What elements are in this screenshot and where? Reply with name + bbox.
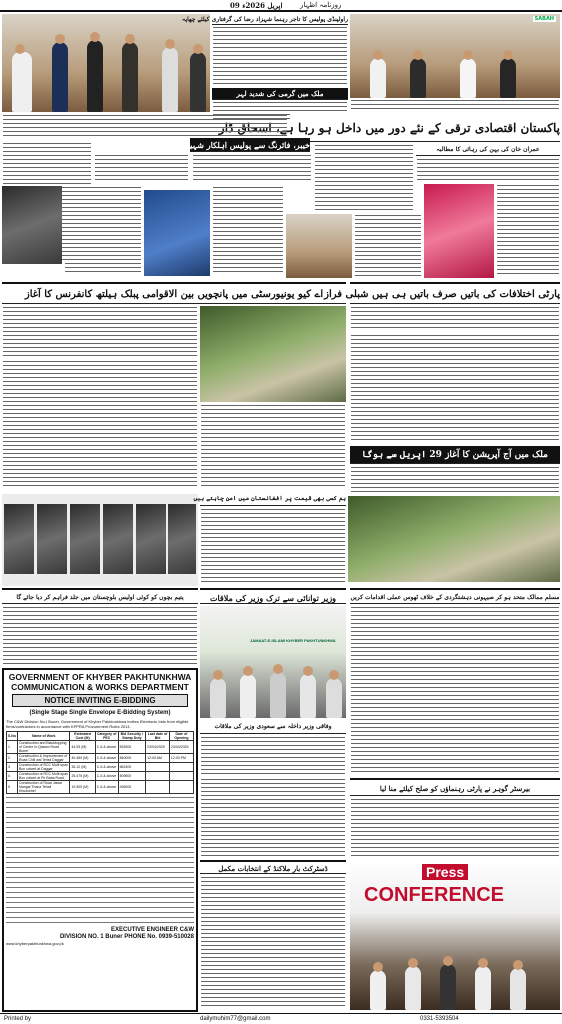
headline-h7: ملک میں آج آپریشن کا آغاز 29 اپریل سے ہوگا (350, 446, 560, 464)
tender-ad (2, 668, 198, 1012)
ad-table-row (7, 754, 194, 763)
footer-email: dailymuhim77@gmail.com (200, 1016, 271, 1022)
ad-table-cell: 662400 (118, 763, 146, 772)
ad-footer1: EXECUTIVE ENGINEER C&W (110, 927, 194, 933)
press-conference-photo (350, 860, 560, 1010)
headline-h14: ڈسٹرکٹ بار ملاکنڈ کے انتخابات مکمل (200, 860, 346, 874)
press-word: Press (422, 864, 468, 880)
article-body (350, 466, 560, 494)
ad-table-cell: Construction of Road Jawar Mangal Thana Tehsil Khudukhel (17, 781, 69, 794)
headline-h8: ہم کسی بھی قیمت پر افغانستان میں امن چاہتے ہیں (200, 492, 346, 506)
portrait-photo (2, 186, 62, 264)
article-body (200, 876, 346, 1010)
article-body (350, 334, 560, 444)
ad-table-cell: 5 (7, 781, 18, 794)
headline-h10: مسلم ممالک متحد ہو کر صیہونی دہشتگردی کے خلاف ٹھوس عملی اقدامات کریں (350, 588, 560, 604)
ad-table-cell: 19.500 (M) (70, 781, 95, 794)
ad-table-cell: 26.12 (M) (70, 763, 95, 772)
ad-table-cell: 532600 (118, 741, 146, 754)
masthead (0, 0, 562, 12)
headline-h6: اے کیو یونیورسٹی میں پانچویں بین الاقوامی پبلک ہیلتھ کانفرنس کا آغاز (2, 282, 346, 304)
ad-table-cell: 44.53 (M) (70, 741, 95, 754)
ad-table-row (7, 781, 194, 794)
top-left-photo (2, 14, 210, 112)
ad-footer2: DIVISION NO. 1 Buner PHONE No. 0939-510028 (59, 934, 194, 940)
headline-h12: وفاقی وزیر داخلہ سے سعودی وزیر کی ملاقات (200, 720, 346, 734)
article-body (416, 158, 560, 182)
ad-table-cell: C-6 & above (95, 754, 118, 763)
rally-photo (348, 496, 560, 582)
sabah-logo: SABAH (534, 16, 554, 22)
headline-h15: عمران خان کی بہن کی رہائی کا مطالبہ (416, 144, 560, 156)
footer-left: Printed by (4, 1016, 32, 1022)
ad-table-cell: Construction of RCC Multi span Box culvert at Daggar (18, 763, 69, 771)
ad-terms (6, 797, 194, 927)
article-body (2, 360, 198, 490)
article-body (2, 606, 198, 666)
article-body (350, 798, 560, 858)
ad-gov: GOVERNMENT OF KHYBER PAKHTUNKHWA (8, 672, 192, 682)
ad-table-header: Category of PEC (96, 732, 117, 740)
ad-table-header: Last date of Bid (146, 732, 170, 741)
headline-h3: پاکستان اقتصادی ترقی کے نئے دور میں داخل ہو رہا ہے، اسحاق ڈار (290, 114, 560, 142)
ad-table-cell: Construction of RCC Multi span Box culvert at Pir Baba Road (18, 772, 69, 780)
ad-table-cell: 23/04/2025 (169, 741, 193, 754)
headline-h9: وزیر توانائی سے ترک وزیر کی ملاقات (200, 588, 346, 604)
article-body (314, 144, 414, 214)
article-body (354, 214, 422, 278)
headline-h2: ملک میں گرمی کی شدید لہر (212, 88, 348, 100)
ad-table-row (7, 772, 194, 781)
ad-table-cell: 3 (7, 763, 18, 772)
press-word2: CONFERENCE (364, 884, 505, 906)
portrait-photo (424, 184, 494, 278)
ad-table-cell (169, 781, 193, 794)
ad-table-cell: 40.450 (M) (70, 754, 95, 763)
ad-table-cell: 12:30 PM (169, 754, 193, 763)
garden-photo (200, 306, 346, 402)
ad-table-cell: 436000 (118, 781, 146, 794)
ad-table-header: S.No (7, 732, 18, 741)
ad-table-header: Bid Security / Stamp Duty (118, 732, 146, 741)
ad-table-cell (146, 763, 170, 772)
article-body (2, 306, 198, 358)
ad-table-header: Estimated Cost (M) (70, 732, 95, 741)
ad-table-cell (169, 772, 193, 781)
ad-table-cell: 4 (7, 772, 18, 781)
ad-table-cell: Construction & Improvement of Road Chill wal Tehsil Daggar (17, 754, 69, 763)
ad-table-cell (146, 781, 170, 794)
article-body (200, 508, 346, 584)
ad-table-cell: Construction and Blacktopping of Centre to Qasam Road Buner (17, 741, 69, 754)
article-body (212, 186, 284, 276)
portrait-photo (286, 214, 352, 278)
party-banner: JAMAAT-E-ISLAMI KHYBER PAKHTUNKHWA (250, 638, 336, 643)
ad-table-header: Date of Opening (169, 732, 193, 741)
ad-table-cell (146, 772, 170, 781)
headline-h13: بیرسٹر گوہر نے پارٹی رہنماؤں کو صلح کیلئے منا لیا (350, 778, 560, 796)
headline-h11: یتیم بچوں کو کوئی اولیس بلوچستان میں جلد فراہم کر دیا جائے گا (2, 588, 198, 604)
article-body (64, 186, 142, 276)
ad-intro: The C&W Division No-I Buner, Government of Khyber Pakhtunkhwa invites Electronic bids from eligible firms/contractors in accordance with KPPRA Procurement Rules 2014. (6, 719, 189, 729)
article-body (350, 606, 560, 776)
ad-table-cell: 840000 (118, 754, 146, 763)
article-body (200, 736, 346, 776)
footer (0, 1013, 562, 1024)
article-body (350, 99, 560, 112)
ad-table-cell: C-6 & above (95, 772, 118, 781)
masthead-date: 09 اپریل 2026ء (230, 1, 283, 10)
ad-table-cell (169, 763, 193, 772)
article-body (496, 184, 560, 278)
article-body (200, 778, 346, 858)
ad-dept: COMMUNICATION & WORKS DEPARTMENT (11, 682, 189, 692)
officials-photo-strip (2, 494, 198, 586)
ad-table-cell: 25.475 (M) (70, 772, 95, 781)
article-body (192, 154, 312, 184)
headline-h1: راولپنڈی پولیس کا تاجر رہنما شہزاد رضا کی گرفتاری کیلئے چھاپہ (181, 16, 348, 23)
ad-table-cell: 12:00 AM (146, 754, 170, 763)
top-right-photo (350, 14, 560, 98)
ad-table-cell: C-6 & above (95, 763, 118, 772)
ad-table-row (7, 763, 194, 772)
ad-table-cell: 1 (7, 741, 18, 754)
portrait-photo (144, 190, 210, 276)
headline-h4: خیبر، فائرنگ سے پولیس اہلکار شہید (185, 140, 310, 150)
ad-table-row (7, 741, 194, 754)
headline-h5: پارٹی اختلافات کی باتیں صرف باتیں ہی ہیں شبلی فراز (350, 282, 560, 304)
article-body (2, 114, 288, 138)
article-body (212, 26, 348, 86)
ad-table-cell: 509500 (118, 772, 146, 781)
article-body (350, 306, 560, 332)
ad-site: www.khyberpakhtunkhwa.gov.pk (6, 941, 64, 946)
masthead-paper: روزنامہ اظہار (300, 1, 342, 9)
ad-table-cell: C-6 & above (95, 741, 118, 754)
article-body (94, 154, 189, 184)
article-body (200, 404, 346, 490)
ad-table (6, 731, 194, 794)
ad-table-header: Name of Work (17, 732, 69, 741)
footer-phone: 0331-5393504 (420, 1016, 459, 1022)
ad-table-cell: 23/04/2025 (146, 741, 170, 754)
ad-sub: (Single Stage Single Envelope E-Bidding System) (29, 710, 171, 716)
banner-photo (200, 606, 346, 718)
ad-table-cell: C-6 & above (95, 781, 118, 794)
ad-notice: NOTICE INVITING E-BIDDING (12, 694, 188, 707)
ad-table-cell: 2 (7, 754, 18, 763)
